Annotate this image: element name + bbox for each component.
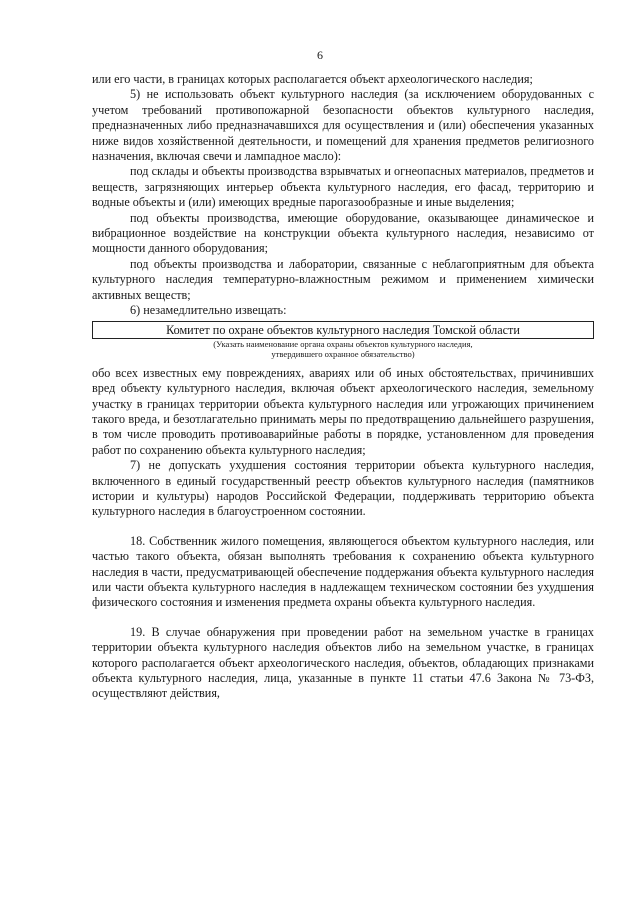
clause-19: 19. В случае обнаружения при проведении работ на земельном участке в границах территории объекта культурного наследия объектов либо на земельном участке, в границах которого располагается объект археологического наследия, объектов, обладающих признаками объекта культурного наследия, лица, указанные в пункте 11 статьи 47.6 Закона № 73-ФЗ, осуществляют действия, — [92, 624, 594, 701]
authority-caption-line-1: (Указать наименование органа охраны объектов культурного наследия, — [213, 338, 473, 349]
clause-18: 18. Собственник жилого помещения, являющегося объектом культурного наследия, или частью такого объекта, обязан выполнять требования к сохранению объекта культурного наследия в части, предусматривающей обеспечение поддержания объекта культурного наследия или части объекта культурного наследия в надлежащем техническом состоянии без ухудшения физического состояния и изменения предмета охраны объекта культурного наследия. — [92, 533, 594, 610]
paragraph-item-5: 5) не использовать объект культурного наследия (за исключением оборудованных с учетом требований противопожарной безопасности объектов культурного наследия, предназначенных либо предназначавшихся для осуществления и (или) обеспечения указанных ниже видов хозяйственной деятельности, и помещений для хранения предметов религиозного назначения, включая свечи и лампадное масло): — [92, 87, 594, 164]
authority-caption — [92, 339, 594, 360]
paragraph-warehouses: под склады и объекты производства взрывчатых и огнеопасных материалов, предметов и веществ, загрязняющих интерьер объекта культурного наследия, его фасад, территорию и водные объекты и (или) имеющих вредные парогазообразные и иные выделения; — [92, 164, 594, 210]
paragraph-item-7: 7) не допускать ухудшения состояния территории объекта культурного наследия, включенного в единый государственный реестр объектов культурного наследия (памятников истории и культуры) народов Российской Федерации, поддерживать территорию объекта культурного наследия в благоустроенном состоянии. — [92, 458, 594, 519]
page-number: 6 — [317, 48, 323, 62]
paragraph-continuation: или его части, в границах которых располагается объект археологического наследия; — [92, 72, 533, 86]
section-gap — [92, 520, 594, 534]
paragraph-damage-notice: обо всех известных ему повреждениях, авариях или об иных обстоятельствах, причинивших вред объекту культурного наследия, включая объект археологического наследия, земельному участку в границах территории объекта культурного наследия или угрожающих причинением такого вреда, и безотлагательно принимать меры по предотвращению дальнейшего разрушения, в том числе проводить противоаварийные работы в порядке, установленном для проведения работ по сохранению объекта культурного наследия; — [92, 365, 594, 457]
paragraph-production-vibration: под объекты производства, имеющие оборудование, оказывающее динамическое и вибрационное воздействие на конструкции объекта культурного наследия, независимо от мощности данного оборудования; — [92, 210, 594, 256]
paragraph-laboratories: под объекты производства и лаборатории, связанные с неблагоприятным для объекта культурного наследия температурно-влажностным режимом и применением химически активных веществ; — [92, 256, 594, 302]
document-body — [92, 72, 594, 702]
authority-caption-line-2: утвердившего охранное обязательство) — [271, 349, 415, 360]
section-gap — [92, 611, 594, 625]
authority-name-box: Комитет по охране объектов культурного наследия Томской области — [92, 321, 594, 339]
paragraph-item-6: 6) незамедлительно извещать: — [130, 303, 287, 318]
